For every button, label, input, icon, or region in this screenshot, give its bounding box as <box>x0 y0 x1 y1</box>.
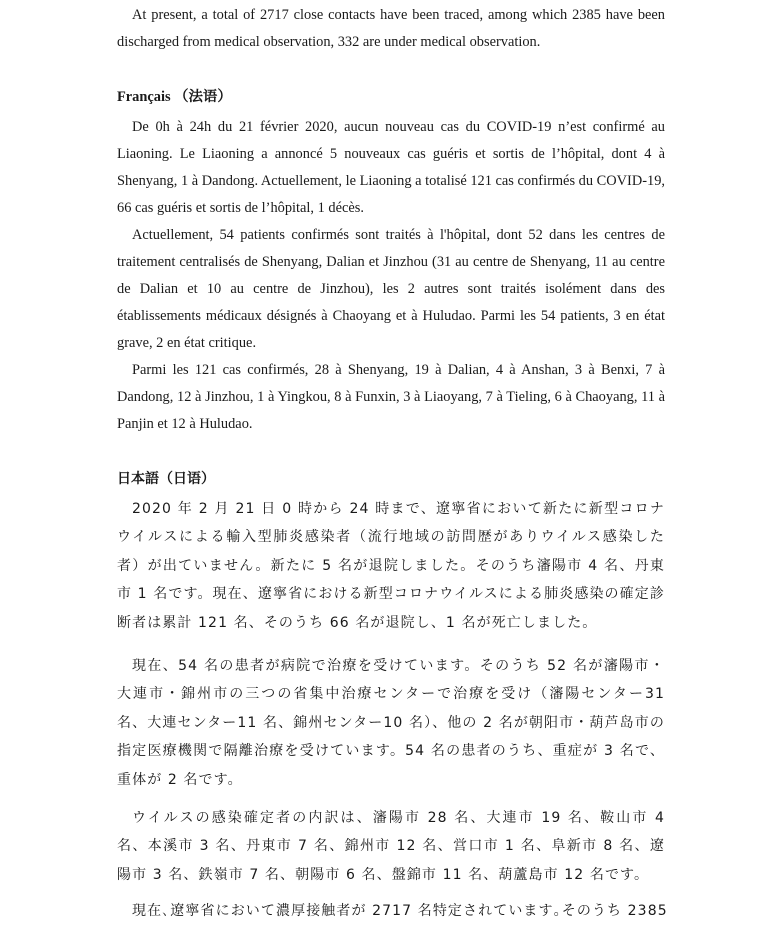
french-paragraph-3: Parmi les 121 cas confirmés, 28 à Shenyang, 19 à Dalian, 4 à Anshan, 3 à Benxi, 7 à Dandong, 12 à Jinzhou, 1 à Yingkou, 8 à Funxin, 3 à Liaoyang, 7 à Tieling, 6 à Chaoyang, 11 à Panjin et 12 à Huludao. <box>117 362 665 432</box>
japanese-paragraph-3: ウイルスの感染確定者の内訳は、瀋陽市 28 名、大連市 19 名、鞍山市 4 名、本溪市 3 名、丹東市 7 名、錦州市 12 名、営口市 1 名、阜新市 8 名、遼陽市 3 名、鉄嶺市 7 名、朝陽市 6 名、盤錦市 11 名、葫蘆島市 12 名です。 <box>117 810 665 883</box>
japanese-paragraph-2: 現在、54 名の患者が病院で治療を受けています。そのうち 52 名が瀋陽市・大連市・錦州市の三つの省集中治療センターで治療を受け（瀋陽センター31 名、大連センター11 名、錦州センター10 名）、他の 2 名が朝阳市・葫芦岛市の指定医療機関で隔離治療を受けています。54 名の患者のうち、重症が 3 名で、重体が 2 名です。 <box>117 658 665 788</box>
japanese-paragraph-1: 2020 年 2 月 21 日 0 時から 24 時まで、遼寧省において新たに新型コロナウイルスによる輸入型肺炎感染者（流行地域の訪問歴がありウイルス感染した者）が出ていません。新たに 5 名が退院しました。そのうち瀋陽市 4 名、丹東市 1 名です。現在、遼寧省における新型コロナウイルスによる肺炎感染の確定診断者は累計 121 名、そのうち 66 名が退院し、1 名が死亡しました。 <box>117 501 665 631</box>
french-paragraph-2: Actuellement, 54 patients confirmés sont traités à l'hôpital, dont 52 dans les centres de traitement centralisés de Shenyang, Dalian et Jinzhou (31 au centre de Shenyang, 11 au centre de Dalian et 10 au centre de Jinzhou), les 2 autres sont traités isolément dans des établissements médicaux désignés à Chaoyang et à Huludao. Parmi les 54 patients, 3 en état grave, 2 en état critique. <box>117 227 665 351</box>
japanese-section-heading: 日本語（日语） <box>117 471 215 487</box>
japanese-paragraph-4: 現在､遼寧省において濃厚接触者が 2717 名特定されています｡そのうち 2385 <box>132 903 668 919</box>
english-closing-paragraph: At present, a total of 2717 close contacts have been traced, among which 2385 have been discharged from medical observation, 332 are under medical observation. <box>117 7 665 50</box>
french-paragraph-1: De 0h à 24h du 21 février 2020, aucun nouveau cas du COVID-19 n’est confirmé au Liaoning. Le Liaoning a annoncé 5 nouveaux cas guéris et sortis de l’hôpital, dont 4 à Shenyang, 1 à Dandong. Actuellement, le Liaoning a totalisé 121 cas confirmés du COVID-19, 66 cas guéris et sortis de l’hôpital, 1 décès. <box>117 119 665 216</box>
french-section-heading: Français （法语） <box>117 89 232 105</box>
